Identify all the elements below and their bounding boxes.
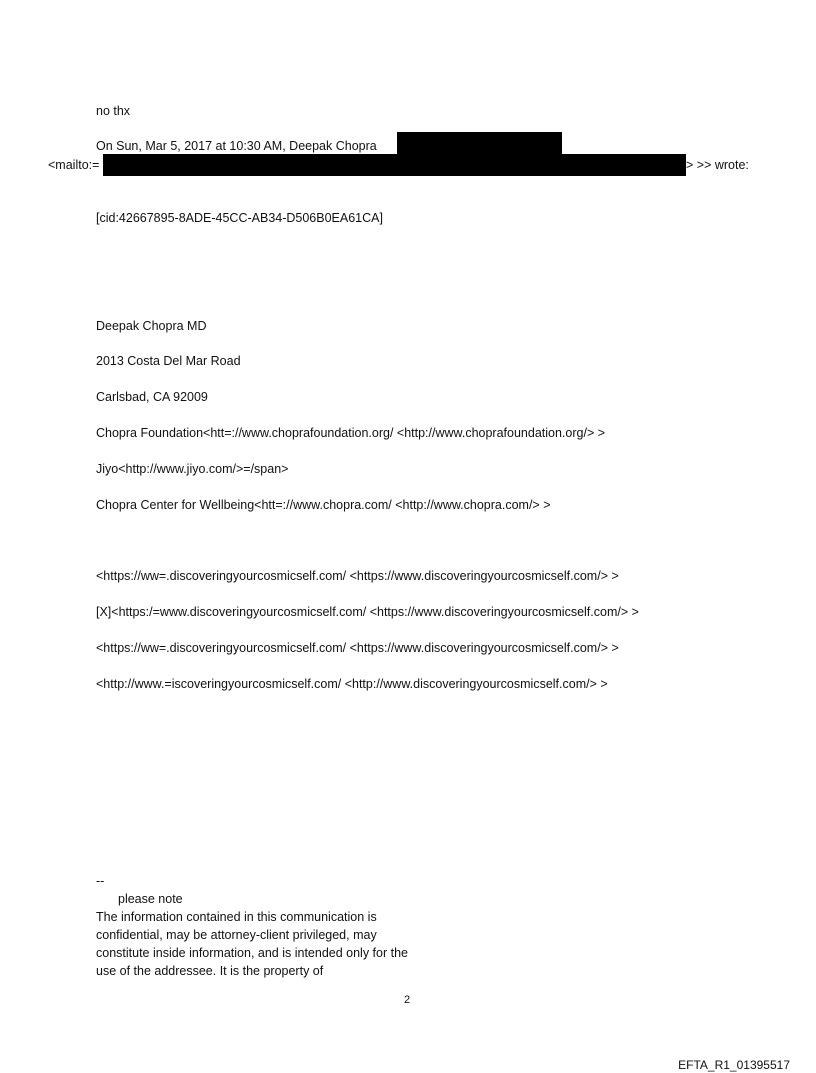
mailto-prefix: <mailto:= bbox=[48, 158, 100, 172]
foundation-link[interactable]: Chopra Foundation<htt=://www.choprafoundation.org/ <http://www.choprafoundation.org/> > bbox=[96, 426, 606, 440]
bates-id: EFTA_R1_01395517 bbox=[678, 1058, 790, 1072]
wrote-suffix: > >> wrote: bbox=[686, 158, 749, 172]
jiyo-link[interactable]: Jiyo<http://www.jiyo.com/>=/span> bbox=[96, 462, 289, 476]
signature-name: Deepak Chopra MD bbox=[96, 319, 207, 333]
quote-header-intro: On Sun, Mar 5, 2017 at 10:30 AM, Deepak Chopra bbox=[96, 139, 377, 153]
page-number: 2 bbox=[404, 994, 411, 1006]
cid-reference: [cid:42667895-8ADE-45CC-AB34-D506B0EA61CA] bbox=[96, 211, 383, 225]
disclaimer-body: The information contained in this communication is confidential, may be attorney-client privileged, may constitute inside information, and is intended only for the use of the addressee. It is the property of bbox=[96, 910, 408, 978]
redaction-box bbox=[103, 154, 686, 176]
redaction-box bbox=[397, 132, 562, 154]
cosmic-self-link[interactable]: <https://ww=.discoveringyourcosmicself.com/ <https://www.discoveringyourcosmicself.com/> > bbox=[96, 641, 619, 655]
signature-street: 2013 Costa Del Mar Road bbox=[96, 354, 241, 368]
cosmic-self-link[interactable]: [X]<https:/=www.discoveringyourcosmicself.com/ <https://www.discoveringyourcosmicself.com/> > bbox=[96, 605, 639, 619]
reply-text: no thx bbox=[96, 104, 131, 118]
signature-city: Carlsbad, CA 92009 bbox=[96, 390, 208, 404]
disclaimer-heading: please note bbox=[118, 892, 183, 906]
disclaimer-dashes: -- bbox=[96, 874, 105, 888]
chopra-center-link[interactable]: Chopra Center for Wellbeing<htt=://www.chopra.com/ <http://www.chopra.com/> > bbox=[96, 498, 551, 512]
cosmic-self-link[interactable]: <http://www.=iscoveringyourcosmicself.com/ <http://www.discoveringyourcosmicself.com/> > bbox=[96, 677, 608, 691]
cosmic-self-link[interactable]: <https://ww=.discoveringyourcosmicself.com/ <https://www.discoveringyourcosmicself.com/> > bbox=[96, 569, 619, 583]
